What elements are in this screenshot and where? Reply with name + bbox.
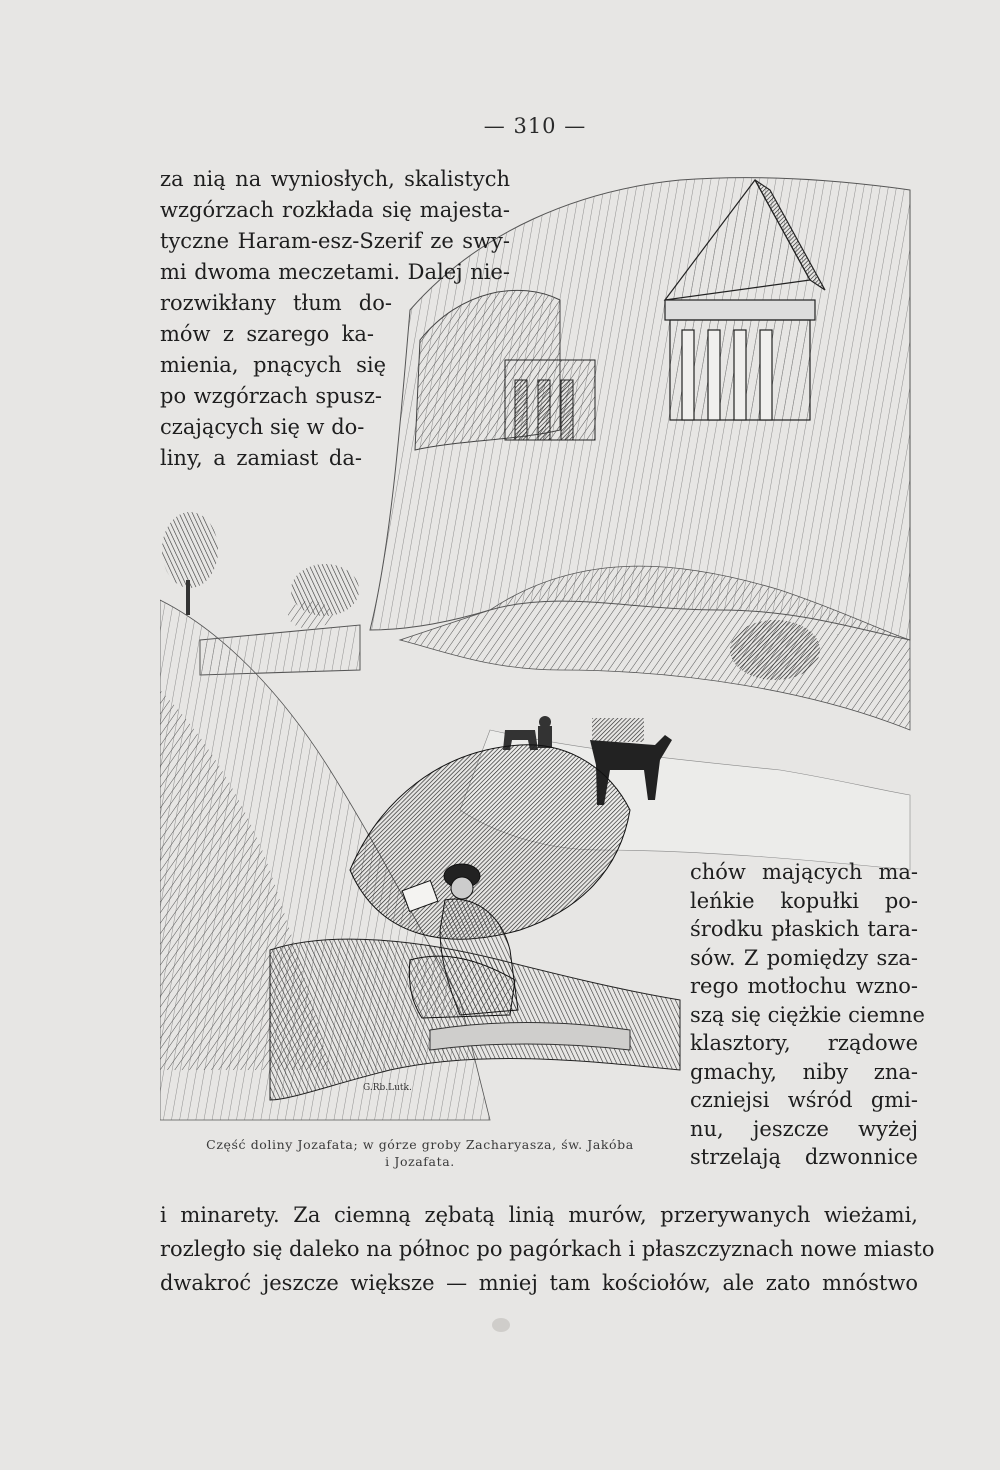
engraver-signature: G.Rb.Lutk. (363, 1083, 412, 1093)
text-column-bottom (160, 1198, 935, 1300)
paper-smudge (492, 1318, 510, 1332)
text-line: strzelają dzwonnice (690, 1145, 918, 1169)
cave-opening (730, 620, 820, 680)
text-line: czniejsi wśród gmi- (690, 1088, 918, 1112)
text-column-upper (160, 164, 515, 474)
text-line: chów mających ma- (690, 860, 918, 884)
illustration-caption (180, 1136, 660, 1170)
distant-trees (162, 512, 359, 629)
text-line: liny, a zamiast da- (160, 446, 362, 470)
text-line: rozwikłany tłum do- (160, 291, 392, 315)
text-line: rego motłochu wzno- (690, 974, 918, 998)
foreground-bush (350, 745, 630, 939)
text-line: mienia, pnących się (160, 353, 386, 377)
text-line: tyczne Haram-esz-Szerif ze swy- (160, 229, 510, 253)
text-line: mów z szarego ka- (160, 322, 374, 346)
text-line: po wzgórzach spusz- (160, 384, 382, 408)
text-line: gmachy, niby zna- (690, 1059, 918, 1084)
text-line: nu, jeszcze wyżej (690, 1116, 918, 1141)
text-line: szą się ciężkie ciemne (690, 1002, 925, 1027)
rock-tomb-facade (505, 360, 595, 440)
text-line: środku płaskich tara- (690, 917, 918, 941)
text-column-right (690, 858, 925, 1172)
text-line: mi dwoma meczetami. Dalej nie- (160, 260, 510, 284)
text-line: i minarety. Za ciemną zębatą linią murów, przerywanych wieżami, (160, 1203, 918, 1227)
text-line: leńkie kopułki po- (690, 888, 918, 913)
text-line: sów. Z pomiędzy sza- (690, 945, 918, 970)
text-line: wzgórzach rozkłada się majesta- (160, 198, 510, 222)
caption-line: i Jozafata. (385, 1154, 455, 1169)
page-number: — 310 — (483, 114, 587, 138)
text-line: klasztory, rządowe (690, 1031, 918, 1055)
text-line: dwakroć jeszcze większe — mniej tam kościołów, ale zato mnóstwo (160, 1271, 918, 1295)
caption-line: Część doliny Jozafata; w górze groby Zacharyasza, św. Jakóba (206, 1137, 634, 1152)
text-line: rozległo się daleko na północ po pagórkach i płaszczyznach nowe miasto (160, 1237, 935, 1261)
text-line: za nią na wyniosłych, skalistych (160, 167, 510, 191)
text-line: czających się w do- (160, 415, 365, 439)
